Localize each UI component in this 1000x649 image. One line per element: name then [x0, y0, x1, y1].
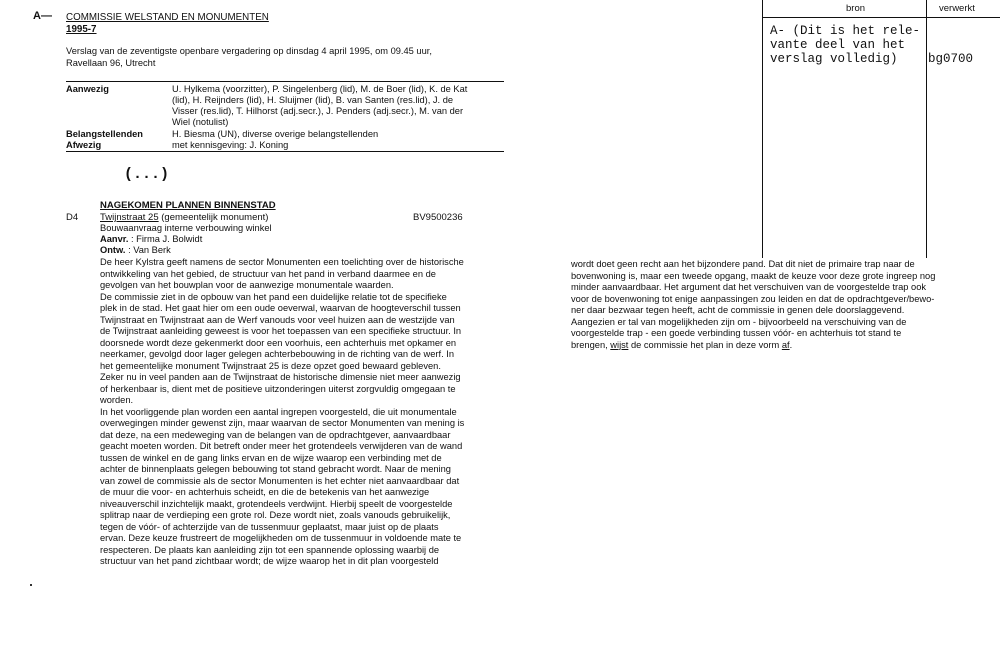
belangstellenden-value: H. Biesma (UN), diverse overige belangstellenden [172, 129, 379, 139]
ontwerper-line [100, 245, 171, 255]
bron-table-divider [926, 0, 927, 258]
item-title-address: Twijnstraat 25 [100, 212, 159, 223]
aanwezig-label: Aanwezig [66, 84, 109, 94]
item-title-suffix: (gemeentelijk monument) [158, 212, 269, 223]
body-right-last-line [571, 340, 792, 351]
aanwezig-line-3: Visser (res.lid), T. Hilhorst (adj.secr.), J. Penders (adj.secr.), M. van der [172, 106, 464, 116]
item-reference: BV9500236 [413, 212, 463, 223]
body-left-line: Zeker nu in veel panden aan de Twijnstraat de historische dimensie niet meer aanwezig [100, 372, 461, 382]
bron-table-left-border [762, 0, 763, 258]
verdict-word-af: af [781, 339, 790, 350]
verwerkt-code: bg0700 [928, 52, 974, 66]
aanvrager-line [100, 234, 202, 244]
afwezig-value: met kennisgeving: J. Koning [172, 140, 289, 150]
bron-note-line-2: vante deel van het [770, 38, 906, 52]
body-left-line: In het voorliggende plan worden een aantal ingrepen voorgesteld, die uit monumentale [100, 406, 457, 417]
section-marker: A— [33, 10, 52, 22]
closing-text-post: . [789, 339, 793, 350]
body-text-right [571, 259, 971, 355]
bron-table-header-rule [762, 17, 1000, 18]
closing-text-pre: brengen, [571, 339, 611, 350]
body-left-line: of herkenbaar is, dient met de positieve uitzonderingen uiterst zorgvuldig omgegaan te [100, 383, 456, 394]
omission-ellipsis: (...) [124, 166, 170, 183]
body-right-line: wordt doet geen recht aan het bijzondere pand. Dat dit niet de primaire trap naar de [571, 259, 915, 269]
item-code: D4 [66, 212, 79, 223]
body-left-line: niveauverschil inzichtelijk maakt, grotendeels verdwijnt. Hierbij speelt de voorgestelde [100, 498, 453, 509]
body-left-line: De heer Kylstra geeft namens de sector Monumenten een toelichting over de historische [100, 257, 464, 267]
attendance-bottom-rule [66, 151, 504, 152]
section-heading: NAGEKOMEN PLANNEN BINNENSTAD [100, 200, 276, 211]
body-left-line: structuur van het pand zichtbaar wordt; de wijze waarop het in dit plan voorgesteld [100, 556, 439, 566]
body-left-line: plek in de stad. Het gaat hier om een oude oeverwal, waarvan de hoogteverschil tussen [100, 303, 461, 313]
aanwezig-line-4: Wiel (notulist) [172, 117, 229, 127]
ontwerper-value: : Van Berk [125, 245, 171, 255]
verwerkt-column-header: verwerkt [939, 3, 975, 14]
belangstellenden-label: Belangstellenden [66, 129, 143, 139]
body-left-line: tegen de vóór- of achterzijde van de tussenmuur geplaatst, maar juist op de plaats [100, 521, 439, 532]
closing-text-mid: de commissie het plan in deze vorm [628, 339, 782, 350]
body-left-line: respecteren. De plaats kan aanleiding zijn tot een spannende oplossing waarbij de [100, 544, 440, 555]
body-right-line: voor de bovenwoning tot enige aanpassingen zou leiden en dat de opdrachtgever/bewo- [571, 293, 935, 304]
body-right-line: voorgestelde trap - een goede verbinding tussen vóór- en achterhuis tot stand te [571, 328, 902, 338]
body-left-line: overwegingen minder gewenst zijn, maar waarvan de sector Monumenten van mening is [100, 418, 465, 428]
aanvrager-label: Aanvr. [100, 234, 129, 244]
item-title [100, 212, 268, 223]
body-left-line: gevolgen van het bouwplan voor de aanwezige monumentale waarden. [100, 280, 394, 290]
bron-table [760, 0, 1000, 260]
body-left-line: worden. [100, 395, 134, 405]
body-left-line: de muur die voor- en achterhuis scheidt, en die de betekenis van het aanwezige [100, 487, 430, 497]
body-left-line: van zowel de commissie als de sector Monumenten is het echter niet aanvaardbaar dat [100, 475, 460, 486]
body-left-line: het gemeentelijke monument Twijnstraat 25 is deze opzet goed bewaard gebleven. [100, 360, 441, 371]
aanwezig-line-1: U. Hylkema (voorzitter), P. Singelenberg (lid), M. de Boer (lid), K. de Kat [172, 84, 468, 94]
item-subtitle: Bouwaanvraag interne verbouwing winkel [100, 223, 272, 233]
aanwezig-line-2: (lid), H. Reijnders (lid), H. Sluijmer (lid), B. van Santen (res.lid), J. de [172, 95, 454, 105]
report-number: 1995-7 [66, 24, 97, 35]
body-right-line: minder aanvaardbaar. Het argument dat het verschuiven van de voorgestelde trap ook [571, 282, 927, 292]
body-left-line: neerkamer, gevolgd door lager gelegen achterbebouwing in de richting van de werf. In [100, 349, 455, 359]
body-left-line: splitrap naar de verdieping een grote rol. Deze wordt niet, zoals vanouds gebruikelijk, [100, 510, 451, 520]
ontwerper-label: Ontw. [100, 245, 126, 255]
body-right-line: bovenwoning is, maar een tweede opgang, maakt de keuze voor deze grote ingreep nog [571, 270, 936, 281]
bron-note-line-1: A- (Dit is het rele- [770, 24, 921, 38]
meeting-line-1: Verslag van de zeventigste openbare vergadering op dinsdag 4 april 1995, om 09.45 uur, [66, 46, 432, 56]
body-left-line: De commissie ziet in de opbouw van het pand een duidelijke relatie tot de specifieke [100, 291, 447, 302]
aanvrager-value: : Firma J. Bolwidt [131, 234, 203, 244]
body-left-line: Twijnstraat en Twijnstraat aan de Werf vanouds voor veel huizen aan de westzijde van [100, 314, 455, 325]
body-left-line: ontwikkeling van het gebied, de structuur van het pand in verband daarmee en de [100, 268, 436, 279]
body-right-line: ner daar bezwaar tegen heeft, acht de commissie in genen dele doorslaggevend. [571, 305, 905, 315]
body-right-line: Aangezien er tal van mogelijkheden zijn om - bijvoorbeeld na verschuiving van de [571, 316, 907, 327]
body-text-left [100, 257, 510, 567]
body-left-line: ervan. Deze keuze frustreert de mogelijkheden om de tussenmuur in voldoende mate te [100, 533, 462, 543]
body-left-line: achter de binnenplaats gelegen bebouwing tot stand gebracht wordt. Naar de mening [100, 464, 451, 474]
meeting-line-2: Ravellaan 96, Utrecht [66, 58, 156, 68]
body-left-line: tussen de winkel en de gang links ervan en de wijze waarop een verbinding met de [100, 452, 442, 463]
committee-title: COMMISSIE WELSTAND EN MONUMENTEN [66, 12, 269, 23]
body-left-line: doorsnede wordt deze gekenmerkt door een voorhuis, een achterhuis met opkamer en [100, 337, 457, 348]
verdict-word-wijst: wijst [610, 339, 629, 350]
scan-mark [30, 584, 32, 586]
body-left-line: geacht moeten worden. Dit betreft onder meer het grotendeels verwijderen van de wand [100, 441, 463, 451]
bron-note-line-3: verslag volledig) [770, 52, 898, 66]
body-left-line: de Twijnstraat aanleiding geweest is voor het toepassen van een specifieke structuur. In [100, 326, 462, 336]
body-left-line: dat deze, na een medeweging van de belangen van de opdrachtgever, aanvaardbaar [100, 429, 451, 440]
afwezig-label: Afwezig [66, 140, 102, 150]
attendance-top-rule [66, 81, 504, 82]
bron-column-header: bron [846, 3, 866, 14]
